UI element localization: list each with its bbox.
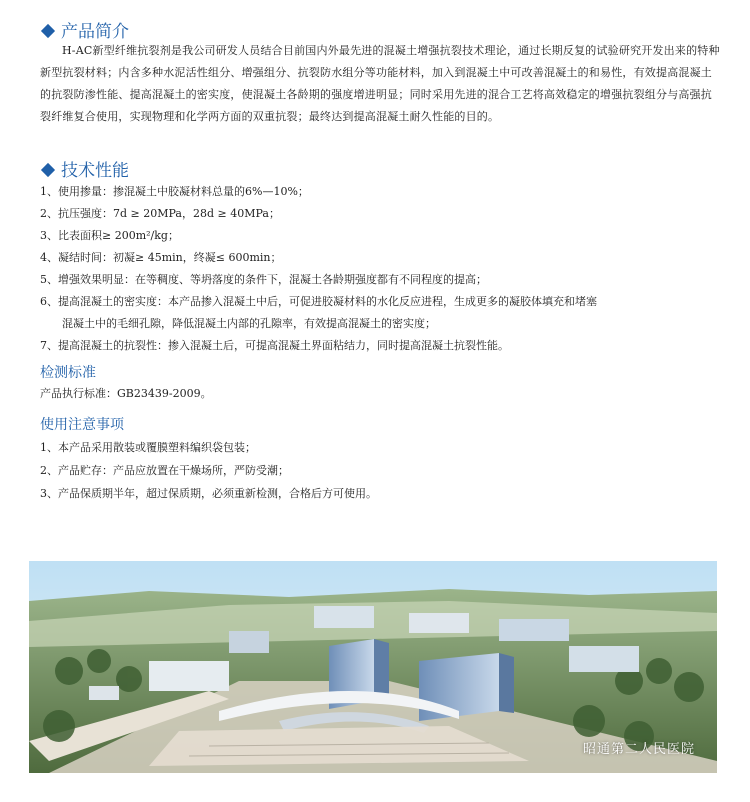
section-title-standard: 检测标准 [40, 365, 96, 381]
note-item: 1、本产品采用散装或覆膜塑料编织袋包装； [40, 441, 256, 454]
section-title-notes: 使用注意事项 [40, 417, 124, 433]
note-item: 3、产品保质期半年，超过保质期，必须重新检测，合格后方可使用。 [40, 487, 377, 500]
standard-text: 产品执行标准：GB23439-2009。 [40, 387, 212, 400]
section-title-tech: 技术性能 [40, 160, 129, 182]
diamond-bullet-icon [41, 163, 55, 177]
tech-item: 4、凝结时间：初凝≥ 45min，终凝≤ 600min； [40, 251, 282, 264]
tech-item: 5、增强效果明显：在等稠度、等坍落度的条件下，混凝土各龄期强度都有不同程度的提高； [40, 273, 487, 286]
tech-item: 2、抗压强度：7d ≥ 20MPa，28d ≥ 40MPa； [40, 207, 280, 220]
tech-item: 1、使用掺量：掺混凝土中胶凝材料总量的6%—10%； [40, 185, 309, 198]
tech-item: 6、提高混凝土的密实度：本产品掺入混凝土中后，可促进胶凝材料的水化反应进程，生成更多的凝胶体填充和堵塞 [40, 295, 597, 308]
section-title-intro: 产品简介 [40, 21, 129, 43]
hospital-aerial-photo [29, 561, 717, 773]
photo-caption: 昭通第二人民医院 [582, 742, 695, 757]
intro-paragraph: H-AC新型纤维抗裂剂是我公司研发人员结合目前国内外最先进的混凝土增强抗裂技术理论，通过长期反复的试验研究开发出来的特种新型抗裂材料；内含多种水泥活性组分、增强组分、抗裂防水组分等功能材料，加入到混凝土中可改善混凝土的和易性，有效提高混凝土的抗裂防渗性能、提高混凝土的密实度，使混凝土各龄期的强度增进明显；同时采用先进的混合工艺将高效稳定的增强抗裂组分与高强抗裂纤维复合使用，实现物理和化学两方面的双重抗裂；最终达到提高混凝土耐久性能的目的。 [40, 44, 720, 123]
note-item: 2、产品贮存：产品应放置在干燥场所，严防受潮； [40, 464, 289, 477]
tech-item-continuation: 混凝土中的毛细孔隙，降低混凝土内部的孔隙率，有效提高混凝土的密实度； [62, 317, 436, 330]
tech-item: 3、比表面积≥ 200m²/kg； [40, 229, 179, 242]
diamond-bullet-icon [41, 24, 55, 38]
tech-item: 7、提高混凝土的抗裂性：掺入混凝土后，可提高混凝土界面粘结力，同时提高混凝土抗裂性能。 [40, 339, 509, 352]
